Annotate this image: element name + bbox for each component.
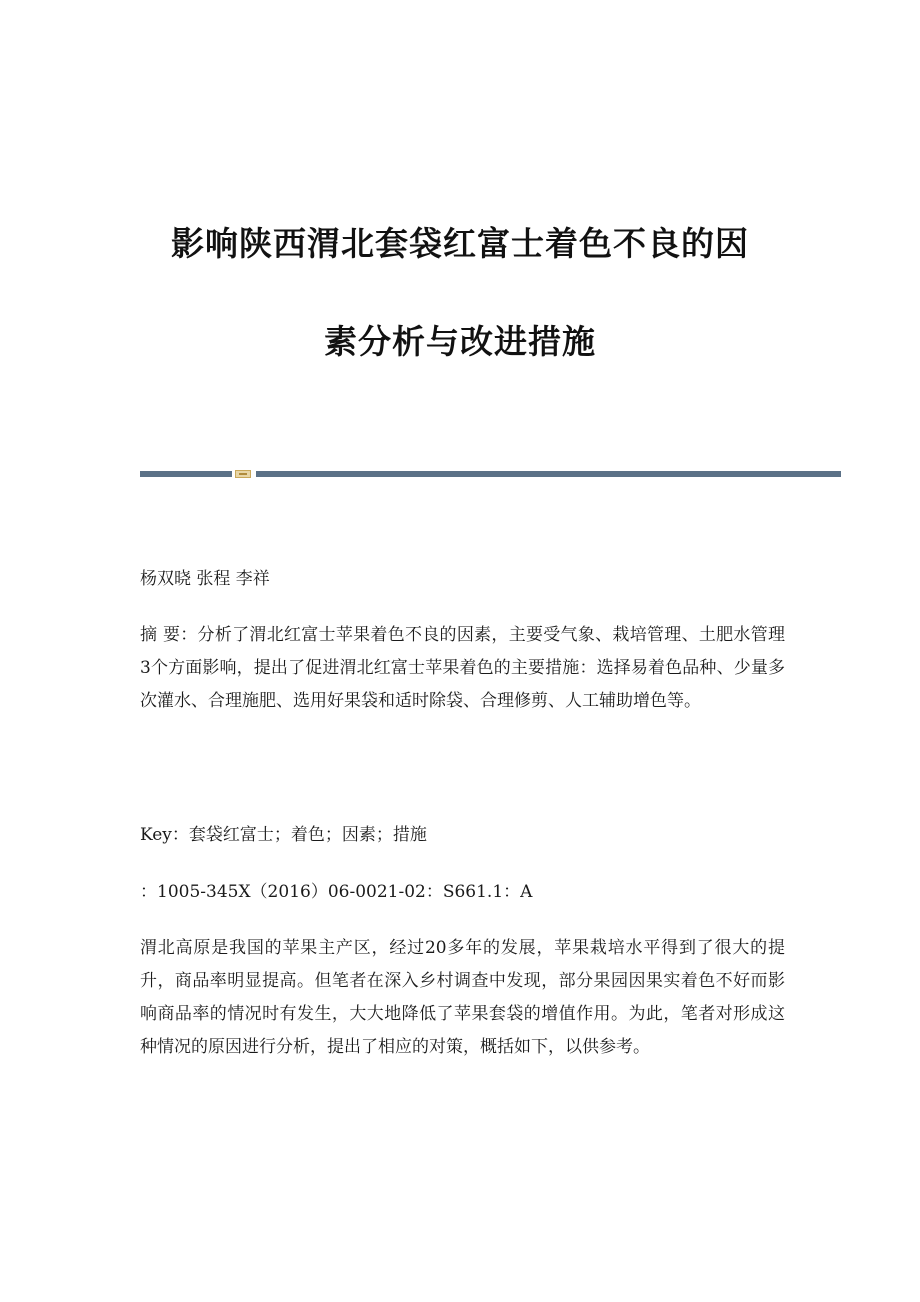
keywords: Key：套袋红富士；着色；因素；措施 xyxy=(140,825,427,845)
document-title-line-2: 素分析与改进措施 xyxy=(324,322,596,361)
divider-ornament-icon xyxy=(235,470,251,478)
divider-bar-right xyxy=(256,471,841,477)
divider-bar-left xyxy=(140,471,232,477)
document-title-line-1: 影响陕西渭北套袋红富士着色不良的因 xyxy=(171,224,749,263)
intro-paragraph xyxy=(140,932,785,1064)
classification-info: ：1005-345X（2016）06-0021-02：S661.1：A xyxy=(140,882,533,902)
title-divider xyxy=(140,470,841,478)
intro-text: 渭北高原是我国的苹果主产区，经过20多年的发展，苹果栽培水平得到了很大的提升，商品率明显提高。但笔者在深入乡村调查中发现，部分果园因果实着色不好而影响商品率的情况时有发生，大大地降低了苹果套袋的增值作用。为此，笔者对形成这种情况的原因进行分析，提出了相应的对策，概括如下，以供参考。 xyxy=(140,938,785,1057)
abstract-text: 摘 要：分析了渭北红富士苹果着色不良的因素，主要受气象、栽培管理、土肥水管理3个方面影响，提出了促进渭北红富士苹果着色的主要措施：选择易着色品种、少量多次灌水、合理施肥、选用好果袋和适时除袋、合理修剪、人工辅助增色等。 xyxy=(140,625,785,711)
authors: 杨双晓 张程 李祥 xyxy=(140,569,270,589)
abstract xyxy=(140,619,785,718)
